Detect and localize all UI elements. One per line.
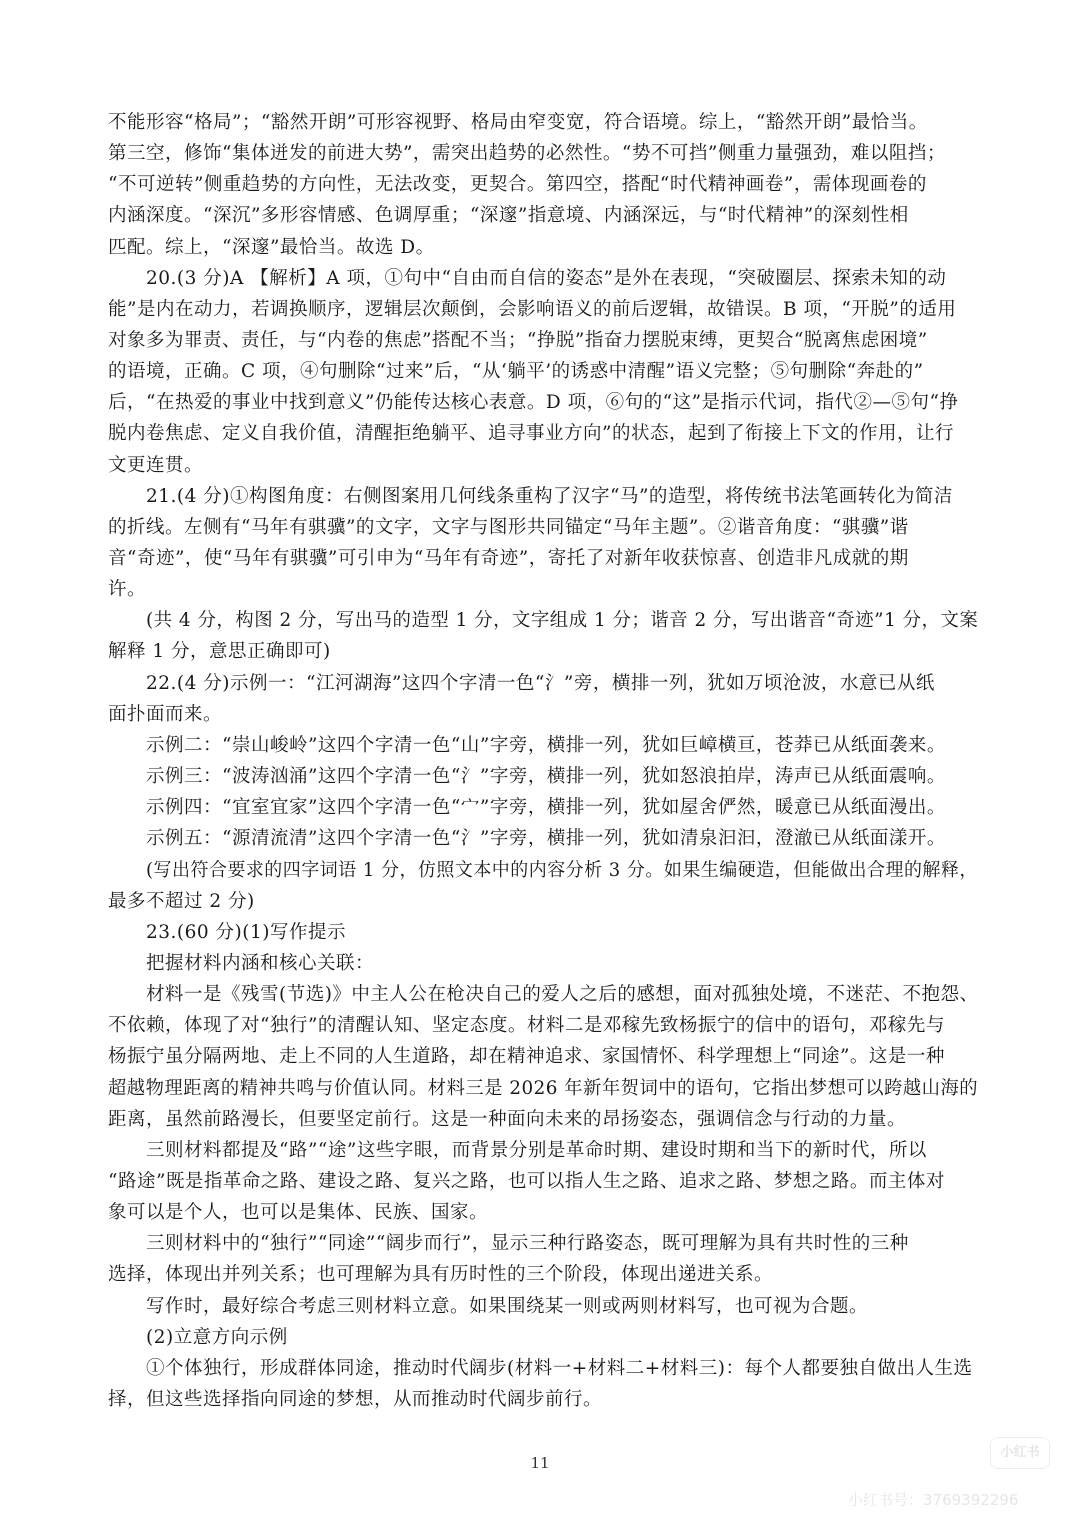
text-line: 杨振宁虽分隔两地、走上不同的人生道路，却在精神追求、家国情怀、科学理想上“同途”。这是一种 xyxy=(108,1046,945,1068)
answer-23: 23.(60 分)(1)写作提示 xyxy=(146,921,346,943)
text-line: 三则材料中的“独行”“同途”“阔步而行”，显示三种行路姿态，既可理解为具有共时性的三种 xyxy=(146,1233,909,1255)
text-line: “不可逆转”侧重趋势的方向性，无法改变，更契合。第四空，搭配“时代精神画卷”，需体现画卷的 xyxy=(108,174,927,196)
watermark-logo: 小红书 xyxy=(990,1437,1050,1469)
text-line: 择，但这些选择指向同途的梦想，从而推动时代阔步前行。 xyxy=(108,1389,603,1410)
text-line: 距离，虽然前路漫长，但要坚定前行。这是一种面向未来的昂扬姿态，强调信念与行动的力量。 xyxy=(108,1108,907,1130)
text-line: 内涵深度。“深沉”多形容情感、色调厚重；“深邃”指意境、内涵深远，与“时代精神”的深刻性相 xyxy=(108,205,909,227)
text-line: 文更连贯。 xyxy=(108,454,204,476)
scoring-note: (写出符合要求的四字词语 1 分，仿照文本中的内容分析 3 分。如果生编硬造，但能做出合理的解释， xyxy=(146,859,978,881)
subheading: (2)立意方向示例 xyxy=(146,1326,288,1348)
text-line: 三则材料都提及“路”“途”这些字眼，而背景分别是革命时期、建设时期和当下的新时代，所以 xyxy=(146,1139,927,1161)
text-line: 匹配。综上，“深邃”最恰当。故选 D。 xyxy=(108,236,435,258)
text-line: 第三空，修饰“集体迸发的前进大势”，需突出趋势的必然性。“势不可挡”侧重力量强劲，难以阻挡； xyxy=(108,143,946,165)
subheading: 把握材料内涵和核心关联： xyxy=(146,952,375,974)
text-line: “路途”既是指革命之路、建设之路、复兴之路，也可以指人生之路、追求之路、梦想之路。而主体对 xyxy=(108,1170,945,1192)
answer-20: 20.(3 分)A 【解析】A 项，①句中“自由而自信的姿态”是外在表现，“突破圈层、探索未知的动 xyxy=(146,267,947,289)
answer-22: 22.(4 分)示例一：“江河湖海”这四个字清一色“氵”旁，横排一列，犹如万顷沧波，水意已从纸 xyxy=(146,672,935,694)
text-line: 写作时，最好综合考虑三则材料立意。如果围绕某一则或两则材料写，也可视为合题。 xyxy=(146,1295,869,1317)
text-line: 能”是内在动力，若调换顺序，逻辑层次颠倒，会影响语义的前后逻辑，故错误。B 项，“开脱”的适用 xyxy=(108,298,957,320)
text-line: 解释 1 分，意思正确即可) xyxy=(108,641,331,663)
example-line: 示例四：“宜室宜家”这四个字清一色“宀”字旁，横排一列，犹如屋舍俨然，暖意已从纸面漫出。 xyxy=(146,797,946,819)
example-line: 示例三：“波涛汹涌”这四个字清一色“氵”字旁，横排一列，犹如怒浪拍岸，涛声已从纸面震响。 xyxy=(146,766,946,788)
text-line: 面扑面而来。 xyxy=(108,703,223,725)
scoring-note: (共 4 分，构图 2 分，写出马的造型 1 分，文字组成 1 分；谐音 2 分，写出谐音“奇迹”1 分，文案 xyxy=(146,610,979,632)
text-line: 许。 xyxy=(108,579,147,601)
text-line: ①个体独行，形成群体同途，推动时代阔步(材料一+材料二+材料三)：每个人都要独自做出人生选 xyxy=(146,1357,973,1379)
text-line: 对象多为罪责、责任，与“内卷的焦虑”搭配不当；“挣脱”指奋力摆脱束缚，更契合“脱离焦虑困境” xyxy=(108,330,928,352)
text-line: 脱内卷焦虑、定义自我价值，清醒拒绝躺平、追寻事业方向”的状态，起到了衔接上下文的作用，让行 xyxy=(108,423,954,445)
text-line: 超越物理距离的精神共鸣与价值认同。材料三是 2026 年新年贺词中的语句，它指出梦想可以跨越山海的 xyxy=(108,1077,979,1099)
text-line: 最多不超过 2 分) xyxy=(108,890,255,912)
watermark-id: 小红书号：3769392296 xyxy=(848,1491,1019,1509)
example-line: 示例五：“源清流清”这四个字清一色“氵”字旁，横排一列，犹如清泉汩汩，澄澈已从纸面漾开。 xyxy=(146,828,946,850)
text-line: 不依赖，体现了对“独行”的清醒认知、坚定态度。材料二是邓稼先致杨振宁的信中的语句，邓稼先与 xyxy=(108,1015,945,1037)
text-line: 后，“在热爱的事业中找到意义”仍能传达核心表意。D 项，⑥句的“这”是指示代词，指代②—⑤句“挣 xyxy=(108,392,959,414)
text-line: 不能形容“格局”；“豁然开朗”可形容视野、格局由窄变宽，符合语境。综上，“豁然开朗”最恰当。 xyxy=(108,112,928,133)
text-line: 材料一是《残雪(节选)》中主人公在枪决自己的爱人之后的感想，面对孤独处境，不迷茫、不抱怨、 xyxy=(146,984,979,1006)
text-line: 的语境，正确。C 项，④句删除“过来”后，“从‘躺平’的诱惑中清醒”语义完整；⑤句删除“奔赴的” xyxy=(108,361,924,383)
text-line: 音“奇迹”，使“马年有骐骥”可引申为“马年有奇迹”，寄托了对新年收获惊喜、创造非凡成就的期 xyxy=(108,548,909,570)
page-number: 11 xyxy=(530,1454,550,1472)
text-line: 象可以是个人，也可以是集体、民族、国家。 xyxy=(108,1202,489,1224)
text-line: 的折线。左侧有“马年有骐骥”的文字，文字与图形共同锚定“马年主题”。②谐音角度：“骐骥”谐 xyxy=(108,516,909,538)
answer-21: 21.(4 分)①构图角度：右侧图案用几何线条重构了汉字“马”的造型，将传统书法笔画转化为简洁 xyxy=(146,485,953,507)
example-line: 示例二：“崇山峻岭”这四个字清一色“山”字旁，横排一列，犹如巨嶂横亘，苍莽已从纸面袭来。 xyxy=(146,734,946,756)
text-line: 选择，体现出并列关系；也可理解为具有历时性的三个阶段，体现出递进关系。 xyxy=(108,1264,774,1286)
